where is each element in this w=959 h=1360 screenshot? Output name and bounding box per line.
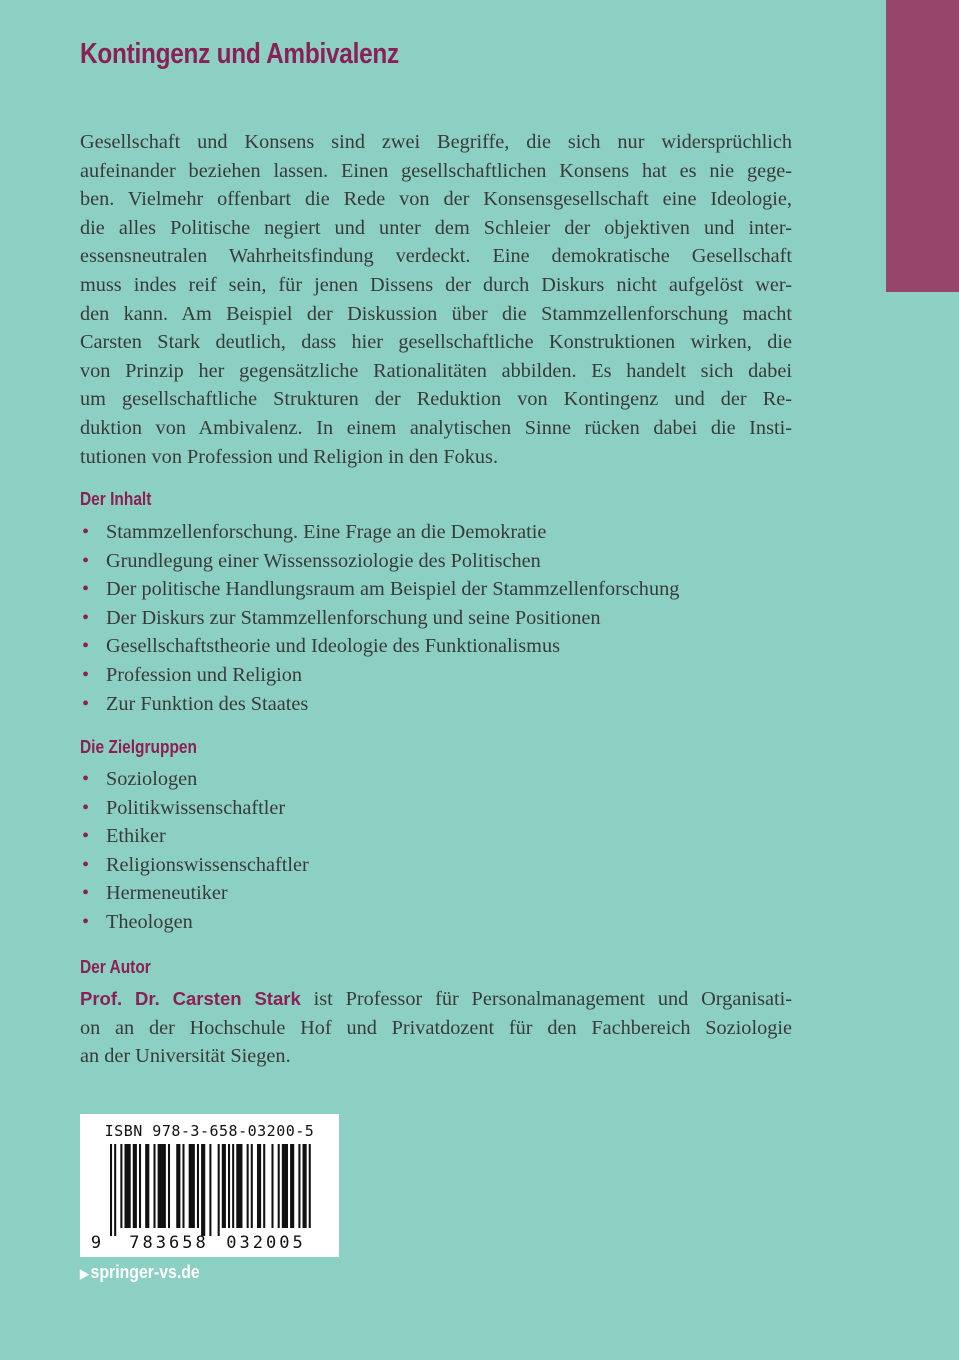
bullet-icon: • [82,692,90,715]
barcode-bar [110,1144,112,1236]
list-item: • Politikwissenschaftler [80,794,309,823]
list-item: • Gesellschaftstheorie und Ideologie des Funktionalismus [80,632,679,661]
bullet-icon: • [82,882,90,905]
barcode-bar [290,1144,294,1228]
website-text: springer-vs.de [90,1262,200,1282]
bullet-icon: • [82,635,90,658]
barcode-bar [232,1144,234,1228]
bullet-icon: • [82,606,90,629]
barcode-bar [257,1144,261,1228]
barcode-icon [80,1144,339,1254]
blurb-line: duktion von Ambivalenz. In einem analytischen Sinne rücken dabei die Insti- [80,416,792,439]
barcode-digits-left: 783658 [129,1233,209,1253]
list-item: • Grundlegung einer Wissenssoziologie des Politischen [80,547,679,576]
author-name: Prof. Dr. Carsten Stark [80,988,301,1009]
blurb-line: ben. Vielmehr offenbart die Rede von der Konsensgesellschaft eine Ideologie, [80,188,792,211]
barcode-bar [182,1144,184,1228]
blurb-line: aufeinander beziehen lassen. Einen gesellschaftlichen Konsens hat es nie gege- [80,159,792,182]
bullet-icon: • [82,825,90,848]
zielgruppen-list [80,765,309,937]
barcode-bar [158,1144,166,1228]
barcode-bar [236,1144,242,1228]
list-item: • Hermeneutiker [80,879,309,908]
barcode-bar [114,1144,116,1236]
barcode-bar [247,1144,249,1228]
barcode-bar [153,1144,155,1228]
list-item: • Zur Funktion des Staates [80,690,679,719]
barcode-bar [145,1144,149,1228]
author-line: on an der Hochschule Hof und Privatdozent für den Fachbereich Soziologie [80,1016,792,1039]
bullet-icon: • [82,521,90,543]
barcode-bar [139,1144,141,1228]
blurb-line: die alles Politische negiert und unter dem Schleier der objektiven und inter- [80,216,792,239]
author-line: an der Universität Siegen. [80,1045,291,1068]
bullet-icon: • [82,910,90,933]
barcode-bar [282,1144,288,1228]
bullet-icon: • [82,663,90,686]
bullet-icon: • [82,796,90,819]
blurb-line: tutionen von Profession und Religion in den Fokus. [80,445,499,468]
barcode-bar [209,1144,211,1236]
list-item: • Soziologen [80,765,309,794]
barcode-bar [124,1144,130,1228]
barcode-bar [120,1144,122,1228]
blurb-text [80,128,792,471]
blurb-line: den kann. Am Beispiel der Diskussion über die Stammzellenforschung macht [80,302,792,325]
barcode-digit-first: 9 [90,1233,102,1253]
blurb-line: Gesellschaft und Konsens sind zwei Begriffe, die sich nur widersprüchlich [80,131,792,153]
blurb-line: Carsten Stark deutlich, dass hier gesellschaftliche Konstruktionen wirken, die [80,331,792,354]
color-tab [886,0,959,292]
bullet-icon: • [82,853,90,876]
barcode-bar [189,1144,195,1228]
bullet-icon: • [82,549,90,572]
barcode-bar [251,1144,253,1228]
website-link[interactable] [80,1262,200,1283]
barcode-bar [201,1144,205,1236]
bullet-icon: • [82,768,90,790]
barcode-bar [303,1144,307,1228]
barcode-bar [168,1144,170,1228]
barcode-digits-right: 032005 [226,1233,306,1253]
author-bio [80,985,792,1071]
list-item: • Profession und Religion [80,661,679,690]
list-item: • Der Diskurs zur Stammzellenforschung und seine Positionen [80,604,679,633]
barcode-bar [176,1144,180,1228]
barcode-bar [263,1144,265,1228]
inhalt-list [80,518,679,718]
list-item: • Religionswissenschaftler [80,851,309,880]
blurb-line: muss indes reif sein, für jenen Dissens der durch Diskurs nicht aufgelöst wer- [80,273,792,296]
zielgruppen-heading: Die Zielgruppen [80,737,197,757]
barcode-bar [298,1144,300,1228]
blurb-line: um gesellschaftliche Strukturen der Reduktion von Kontingenz und der Re- [80,388,792,411]
book-title: Kontingenz und Ambivalenz [80,38,399,70]
list-item: • Stammzellenforschung. Eine Frage an die Demokratie [80,518,679,547]
author-line: Prof. Dr. Carsten Stark ist Professor für Personalmanagement und Organisati- [80,988,793,1010]
barcode-bar [133,1144,137,1228]
list-item: • Der politische Handlungsraum am Beispiel der Stammzellenforschung [80,575,679,604]
blurb-line: essensneutralen Wahrheitsfindung verdeckt. Eine demokratische Gesellschaft [80,245,792,268]
inhalt-heading: Der Inhalt [80,489,152,509]
barcode-bar [278,1144,280,1228]
blurb-line: von Prinzip her gegensätzliche Rationalitäten abbilden. Es handelt sich dabei [80,359,792,382]
isbn-label: ISBN 978-3-658-03200-5 [104,1122,315,1140]
barcode-bar [197,1144,199,1228]
list-item: • Theologen [80,908,309,937]
autor-heading: Der Autor [80,957,151,977]
barcode-bar [218,1144,220,1236]
isbn-barcode [80,1114,339,1257]
list-item: • Ethiker [80,822,309,851]
barcode-bar [228,1144,230,1228]
barcode-bar [271,1144,273,1228]
bullet-icon: • [82,578,90,601]
barcode-bar [309,1144,311,1228]
barcode-bar [222,1144,226,1228]
play-arrow-icon: ▶ [80,1266,89,1281]
